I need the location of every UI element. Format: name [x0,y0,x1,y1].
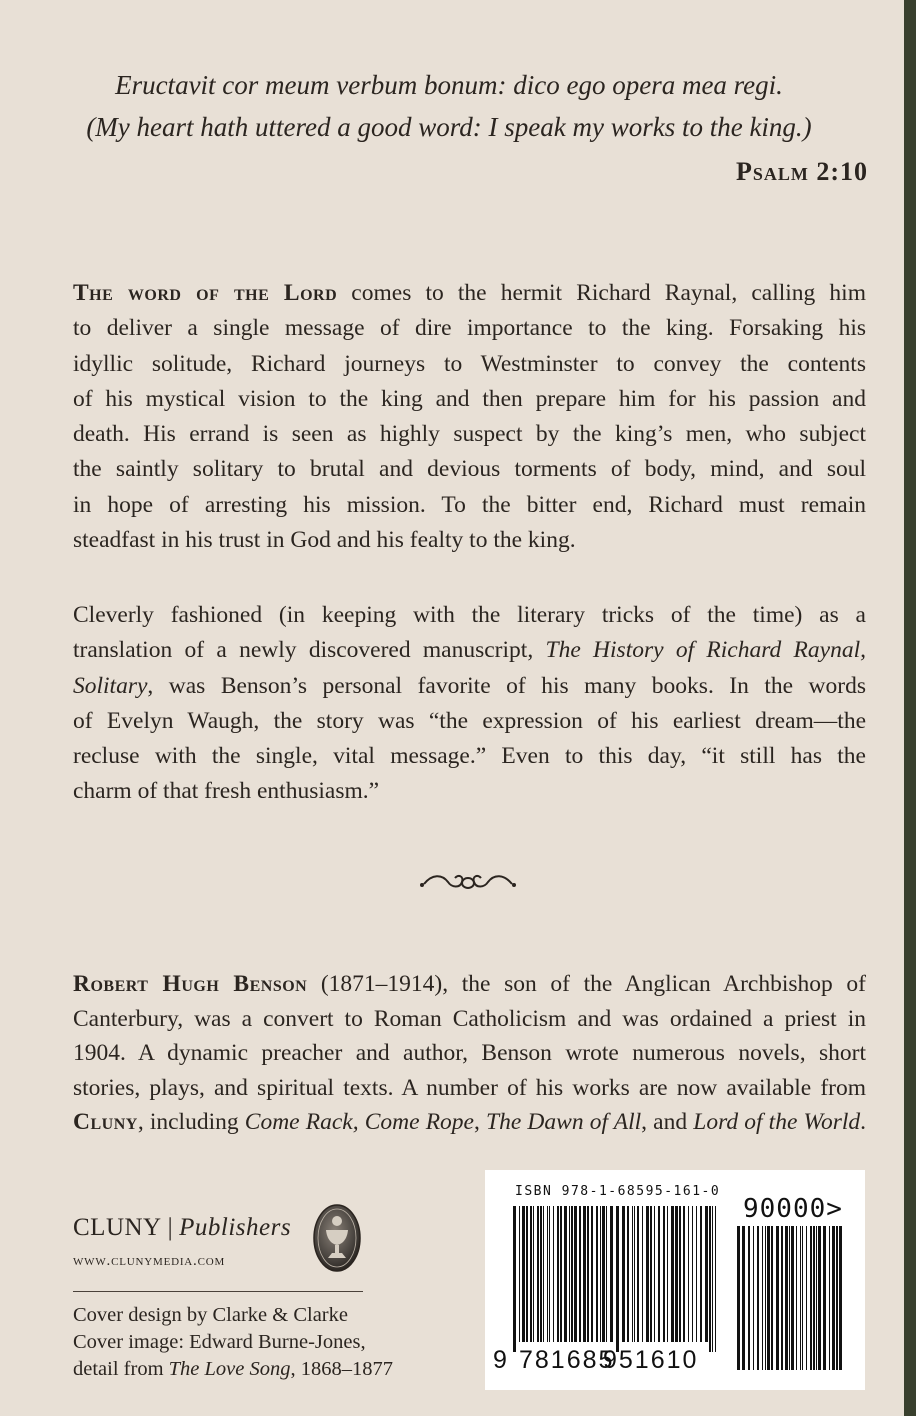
barcode-bar [796,1226,797,1370]
barcode-bar [810,1226,812,1370]
bio-line: 1904. A dynamic preacher and author, Benson wrote numerous novels, short [73,1040,866,1067]
cover-credits [73,1302,393,1383]
barcode-bar [663,1206,665,1342]
price-addon-code: 90000> [743,1194,843,1224]
barcode-bar [806,1226,807,1370]
barcode-bar [781,1226,783,1370]
book-title: Solitary [73,672,148,699]
publisher-website[interactable]: www.clunymedia.com [73,1253,226,1269]
barcode-bar [753,1226,754,1370]
epigraph [70,64,828,148]
barcode-bar [712,1206,713,1352]
epigraph-latin: Eructavit cor meum verbum bonum: dico ego opera mea regi. [115,70,783,100]
barcode-bar [533,1206,534,1342]
barcode-bar [667,1206,668,1342]
barcode-bar [776,1226,779,1370]
barcode-bar [700,1206,702,1342]
barcode-bar [688,1206,689,1342]
barcode-bar [526,1206,528,1342]
barcode-bar [836,1226,838,1370]
fleuron-ornament-icon [418,868,518,896]
barcode-bar [802,1226,803,1370]
synopsis-line: idyllic solitude, Richard journeys to Westminster to convey the contents [73,350,866,377]
barcode-bar [696,1206,697,1342]
credit-design: Cover design by Clarke & Clarke [73,1304,348,1326]
barcode-bar [553,1206,554,1342]
barcode-bar [549,1206,550,1342]
description-line: charm of that fresh enthusiasm.” [73,778,380,805]
barcode-bar [654,1206,655,1342]
artwork-title: The Love Song [168,1358,291,1380]
barcode-bar [622,1206,625,1342]
barcode-bar [513,1206,516,1352]
description-line: of Evelyn Waugh, the story was “the expression of his earliest dream—the [73,707,866,734]
barcode-bar [767,1226,770,1370]
credit-image: Cover image: Edward Burne-Jones, [73,1331,366,1353]
barcode-bar [671,1206,674,1342]
barcode-bar [537,1206,539,1342]
book-title: The Dawn of All [486,1109,642,1136]
publisher-mention: Cluny [73,1109,138,1136]
barcode-bar [737,1226,740,1370]
synopsis-line: death. His errand is seen as highly suspect by the king’s men, who subject [73,421,866,448]
synopsis-line: to deliver a single message of dire importance to the king. Forsaking his [73,315,866,342]
barcode-bar [522,1206,525,1342]
synopsis-paragraph [73,276,866,558]
barcode-bar [596,1206,598,1342]
isbn-barcode [485,1170,865,1390]
barcode-bar [632,1206,633,1342]
barcode-bar [540,1206,542,1342]
chalice-seal-icon [312,1203,362,1273]
book-title: The History of Richard Raynal, [545,637,866,664]
barcode-bar [574,1206,577,1342]
barcode-bar [748,1226,750,1370]
bio-line: stories, plays, and spiritual texts. A number of his works are now available from [73,1074,866,1101]
spine-edge [904,0,916,1416]
barcode-bar [610,1206,613,1342]
bio-line: Cluny, including Come Rack, Come Rope, The Dawn of All, and Lord of the World. [73,1109,866,1136]
barcode-bar [829,1226,830,1370]
barcode-bar [705,1206,708,1342]
barcode-bar [757,1226,759,1370]
description-line: Solitary, was Benson’s personal favorite of his many books. In the words [73,672,866,699]
barcode-bar [823,1226,826,1370]
barcode-bar [560,1206,562,1342]
barcode-bar [606,1206,607,1342]
synopsis-line: in hope of arresting his mission. To the bitter end, Richard must remain [73,491,866,518]
barcode-bar [571,1206,573,1342]
synopsis-lead-in: The word of the Lord [73,280,338,306]
bio-line: Robert Hugh Benson (1871–1914), the son of the Anglican Archbishop of [73,971,866,997]
barcode-bar [839,1226,842,1370]
barcode-digit-first: 9 [493,1346,509,1374]
publisher-name: CLUNY | Publishers [73,1214,292,1241]
epigraph-citation: Psalm 2:10 [735,157,868,186]
synopsis-line: of his mystical vision to the king and then prepare him for his passion and [73,385,866,412]
barcode-bar [679,1206,681,1342]
barcode-bar [616,1206,619,1352]
barcode-bar [658,1206,660,1342]
barcode-bar [715,1206,716,1352]
barcode-bar [818,1226,821,1370]
barcode-bar [530,1206,532,1342]
barcode-bar [675,1206,678,1342]
barcode-bar [709,1206,711,1352]
description-line: recluse with the single, vital message.” Even to this day, “it still has the [73,743,866,770]
barcode-bar [637,1206,639,1342]
barcode-bar [683,1206,685,1342]
barcode-bar [789,1226,790,1370]
barcode-bar [591,1206,593,1342]
barcode-bar [762,1226,763,1370]
barcode-bar [600,1206,601,1342]
barcode-bar [543,1206,544,1342]
author-name: Robert Hugh Benson [73,971,308,997]
description-line: Cleverly fashioned (in keeping with the literary tricks of the time) as a [73,602,866,628]
barcode-bar [765,1226,766,1370]
barcode-bar [557,1206,559,1342]
barcode-digits-left: 781685 [519,1346,615,1374]
barcode-bar [791,1226,794,1370]
synopsis-line: the saintly solitary to brutal and devious torments of body, mind, and soul [73,456,866,483]
barcode-bar [800,1226,801,1370]
barcode-bar [519,1206,520,1342]
barcode-bar [646,1206,649,1342]
barcode-bar [642,1206,643,1342]
synopsis-line: The word of the Lord comes to the hermit Richard Raynal, calling him [73,280,866,306]
author-bio-paragraph [73,967,866,1140]
barcode-bar [692,1206,693,1342]
barcode-bar [602,1206,605,1342]
barcode-bar [816,1226,817,1370]
barcode-bar [650,1206,652,1342]
barcode-bar [564,1206,567,1342]
barcode-bar [742,1226,745,1370]
divider-rule [73,1291,363,1292]
isbn-number: ISBN 978-1-68595-161-0 [515,1184,721,1199]
synopsis-line: steadfast in his trust in God and his fealty to the king. [73,527,576,554]
book-title: Lord of the World [693,1109,861,1136]
barcode-bar [569,1206,570,1342]
barcode-bar [627,1206,629,1342]
barcode-bar [579,1206,581,1342]
barcode-bar [634,1206,635,1342]
barcode-bar [547,1206,548,1342]
barcode-digits-right: 951610 [603,1346,699,1374]
credit-image-detail: detail from The Love Song, 1868–1877 [73,1358,393,1380]
barcode-bar [813,1226,815,1370]
book-title: Come Rack, Come Rope [244,1109,474,1136]
bio-line: Canterbury, was a convert to Roman Catholicism and was ordained a priest in [73,1005,866,1032]
barcode-bar [785,1226,788,1370]
barcode-bar [832,1226,835,1370]
epigraph-english: (My heart hath uttered a good word: I speak my works to the king.) [86,112,812,142]
description-line: translation of a newly discovered manuscript, The History of Richard Raynal, [73,637,866,664]
barcode-bar [583,1206,586,1342]
barcode-bar [587,1206,589,1342]
barcode-bar [771,1226,773,1370]
description-paragraph [73,598,866,810]
